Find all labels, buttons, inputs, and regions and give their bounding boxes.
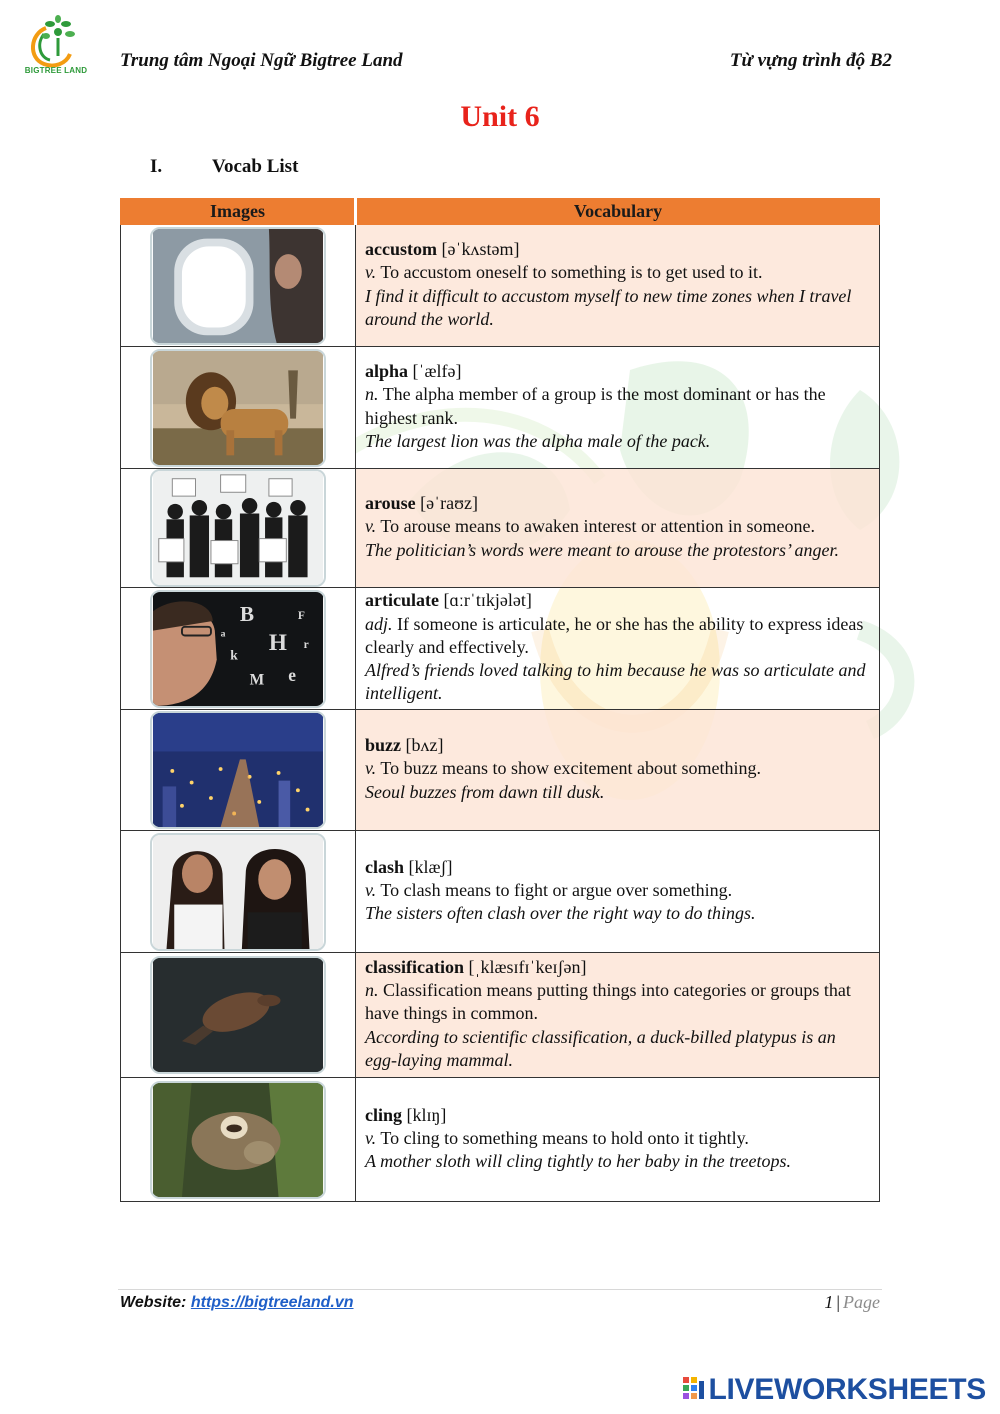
vocab-definition: The alpha member of a group is the most dominant or has the highest rank. [365,384,826,428]
footer-website [120,1294,354,1312]
vocab-example: The sisters often clash over the right way to do things. [365,903,756,924]
svg-text:r: r [303,637,309,651]
vocab-definition: If someone is articulate, he or she has the ability to express ideas clearly and effectively. [365,613,864,657]
vocab-example: The largest lion was the alpha male of the pack. [365,430,711,451]
page-title: Unit 6 [460,100,540,133]
vocab-example: Alfred’s friends loved talking to him because he was so articulate and intelligent. [365,660,866,704]
vocab-ipa: [ˈælfə] [412,361,462,382]
vocab-definition: To accustom oneself to something is to get used to it. [380,262,763,283]
table-row [121,1078,880,1202]
svg-text:B: B [239,601,255,626]
logo-text: BIGTREE LAND [24,66,88,75]
svg-text:a: a [220,627,226,639]
svg-text:M: M [249,671,265,689]
vocab-table [120,198,880,1202]
vocab-example: A mother sloth will cling tightly to her baby in the treetops. [365,1151,791,1172]
header-vocabulary: Vocabulary [356,199,880,225]
vocab-definition: Classification means putting things into categories or groups that have things in common. [365,980,851,1024]
vocab-ipa: [bʌz] [405,735,444,756]
section-number: I. [150,156,163,177]
table-row [121,225,880,347]
vocab-ipa: [klɪŋ] [406,1104,447,1125]
svg-text:e: e [288,665,296,685]
vocab-pos: v. [365,516,377,537]
vocab-word: classification [365,956,464,977]
page-number-value: 1 [824,1292,834,1312]
table-row [121,710,880,831]
vocab-definition: To cling to something means to hold onto it tightly. [380,1127,749,1148]
vocab-definition: To buzz means to show excitement about something. [380,758,761,779]
vocab-ipa: [ˌklæsɪfɪˈkeɪʃən] [468,956,587,977]
table-row [121,831,880,953]
section-heading [150,156,298,178]
vocab-definition: To arouse means to awaken interest or attention in someone. [380,516,815,537]
vocab-word: accustom [365,239,437,260]
vocab-ipa: [əˈraʊz] [420,493,478,514]
vocab-pos: n. [365,980,379,1001]
sisters-photo [150,833,326,951]
vocab-word: buzz [365,735,401,756]
website-label: Website: [120,1294,187,1311]
page-number [824,1292,880,1313]
airplane-window-photo [150,227,326,345]
liveworksheets-brand[interactable] [683,1372,987,1408]
page-label: Page [843,1292,880,1312]
city-night-photo [150,711,326,829]
vocab-word: alpha [365,361,409,382]
header-images: Images [121,199,356,225]
section-label: Vocab List [212,156,299,177]
protestors-photo [150,469,326,587]
vocab-word: articulate [365,590,439,611]
vocab-pos: adj. [365,613,393,634]
vocab-pos: v. [365,1127,377,1148]
vocab-example: According to scientific classification, a duck-billed platypus is an egg-laying mammal. [365,1026,836,1070]
svg-text:k: k [230,647,238,663]
vocab-word: arouse [365,493,416,514]
vocab-pos: v. [365,758,377,779]
table-row [121,347,880,469]
liveworksheets-text: LIVEWORKSHEETS [708,1373,986,1406]
vocab-example: Seoul buzzes from dawn till dusk. [365,781,605,802]
vocab-pos: n. [365,384,379,405]
vocab-pos: v. [365,879,377,900]
vocab-ipa: [klæʃ] [408,856,453,877]
lion-photo [150,349,326,467]
vocab-example: The politician’s words were meant to arouse the protestors’ anger. [365,539,839,560]
table-header-row [121,199,880,225]
vocab-pos: v. [365,262,377,283]
svg-text:H: H [268,629,287,656]
vocab-ipa: [əˈkʌstəm] [441,239,520,260]
header-center-name: Trung tâm Ngoại Ngữ Bigtree Land [120,50,403,71]
website-link[interactable]: https://bigtreeland.vn [190,1294,354,1311]
footer-divider [118,1289,882,1290]
sloth-photo [150,1081,326,1199]
vocab-definition: To clash means to fight or argue over something. [380,879,733,900]
header-level: Từ vựng trình độ B2 [729,50,892,71]
table-row [121,953,880,1078]
vocab-ipa: [ɑːrˈtɪkjələt] [443,590,532,611]
table-row [121,469,880,588]
page-separator: | [836,1292,841,1312]
liveworksheets-logo-icon [683,1377,705,1403]
vocab-example: I find it difficult to accustom myself to new time zones when I travel around the world. [365,285,852,329]
vocab-word: clash [365,856,405,877]
svg-text:F: F [297,608,305,622]
vocab-word: cling [365,1104,403,1125]
platypus-photo [150,956,326,1074]
table-row [121,588,880,710]
man-letters-photo [150,590,326,708]
